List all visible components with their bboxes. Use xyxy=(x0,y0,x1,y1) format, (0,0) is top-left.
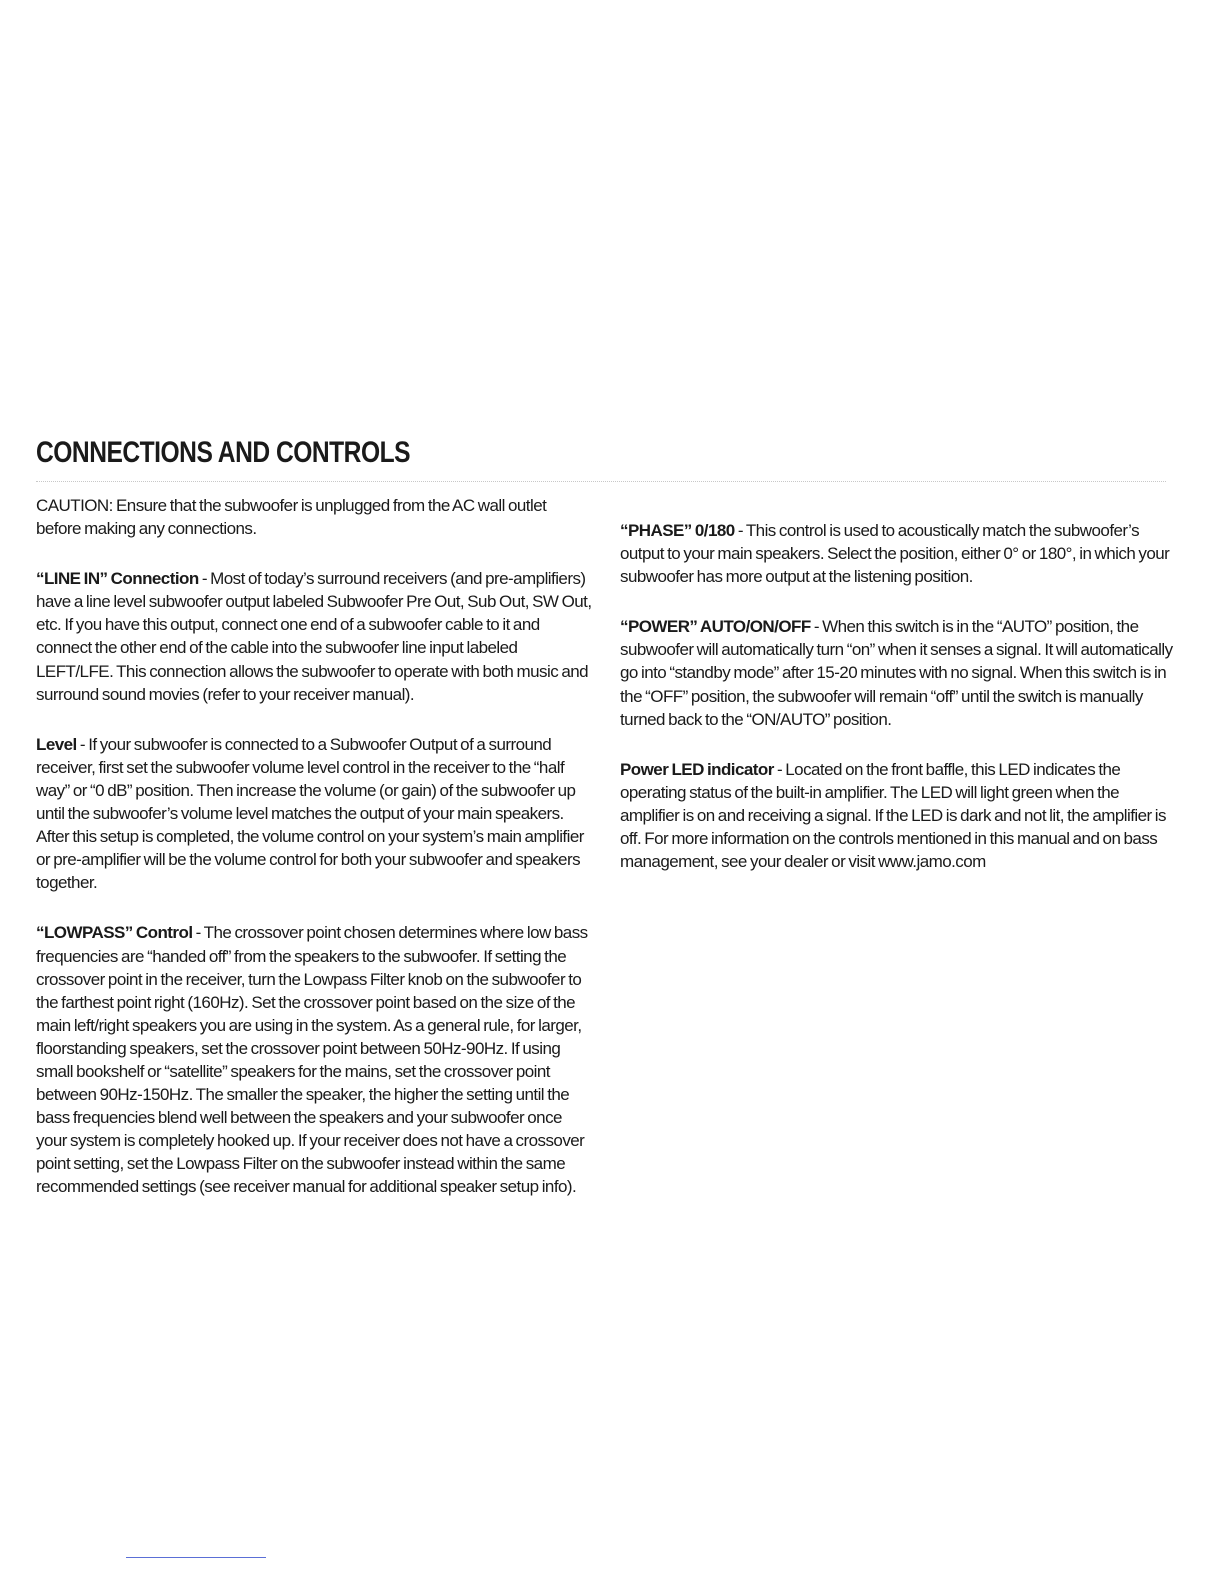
level-paragraph xyxy=(36,733,592,895)
phase-paragraph xyxy=(620,519,1176,588)
power-led-body: - Located on the front baffle, this LED indicates the operating status of the built-in amplifier. The LED will light green when the amplifier is on and receiving a signal. If the LED is dark and not lit, the amplifier is off. For more information on the controls mentioned in this manual and on bass management, see your dealer or visit www.jamo.com xyxy=(620,759,1166,872)
line-in-paragraph xyxy=(36,567,592,706)
power-body: - When this switch is in the “AUTO” position, the subwoofer will automatically turn “on” when it senses a signal. It will automatically go into “standby mode” after 15-20 minutes with no signal. When this switch is in the “OFF” position, the subwoofer will remain “off” until the switch is manually turned back to the “ON/AUTO” position. xyxy=(620,617,1173,729)
phase-title: “PHASE” 0/180 xyxy=(620,521,735,540)
caution-paragraph: CAUTION: Ensure that the subwoofer is unplugged from the AC wall outlet before making any connections. xyxy=(36,496,547,539)
power-led-paragraph xyxy=(620,758,1176,873)
lowpass-paragraph xyxy=(36,921,592,1198)
phase-body: - This control is used to acoustically match the subwoofer’s output to your main speakers. Select the position, either 0° or 180°, in which your subwoofer has more output at the listening position. xyxy=(620,521,1170,587)
footer-rule xyxy=(126,1557,266,1558)
line-in-title: “LINE IN” Connection xyxy=(36,569,199,589)
lowpass-title: “LOWPASS” Control xyxy=(36,923,193,943)
heading-divider xyxy=(36,481,1166,482)
power-paragraph xyxy=(620,615,1176,730)
power-led-title: Power LED indicator xyxy=(620,759,774,779)
power-title: “POWER” AUTO/ON/OFF xyxy=(620,617,811,637)
line-in-body: - Most of today’s surround receivers (and pre-amplifiers) have a line level subwoofer output labeled Subwoofer Pre Out, Sub Out, SW Out, etc. If you have this output, connect one end of a subwoofer cable to it and connect the other end of the cable into the subwoofer line input labeled LEFT/LFE. This connection allows the subwoofer to operate with both music and surround sound movies (refer to your receiver manual). xyxy=(36,569,592,704)
lowpass-body: - The crossover point chosen determines where low bass frequencies are “handed off” from the speakers to the subwoofer. If setting the crossover point in the receiver, turn the Lowpass Filter knob on the subwoofer to the farthest point right (160Hz). Set the crossover point based on the size of the main left/right speakers you are using in the system. As a general rule, for larger, floorstanding speakers, set the crossover point between 50Hz-90Hz. If using small bookshelf or “satellite” speakers for the mains, set the crossover point between 90Hz-150Hz. The smaller the speaker, the higher the setting until the bass frequencies blend well between the speakers and your subwoofer once your system is completely hooked up. If your receiver does not have a crossover point setting, set the Lowpass Filter on the subwoofer instead within the same recommended settings (see receiver manual for additional speaker setup info). xyxy=(36,923,588,1197)
left-column xyxy=(36,494,592,1226)
right-column xyxy=(620,519,1176,900)
page-title: CONNECTIONS AND CONTROLS xyxy=(36,436,411,469)
level-title: Level xyxy=(36,734,77,754)
level-body: - If your subwoofer is connected to a Subwoofer Output of a surround receiver, first set the subwoofer volume level control in the receiver to the “half way” or “0 dB” position. Then increase the volume (or gain) of the subwoofer up until the subwoofer’s volume level matches the output of your main speakers. After this setup is completed, the volume control on your system’s main amplifier or pre-amplifier will be the volume control for both your subwoofer and speakers together. xyxy=(36,734,584,893)
